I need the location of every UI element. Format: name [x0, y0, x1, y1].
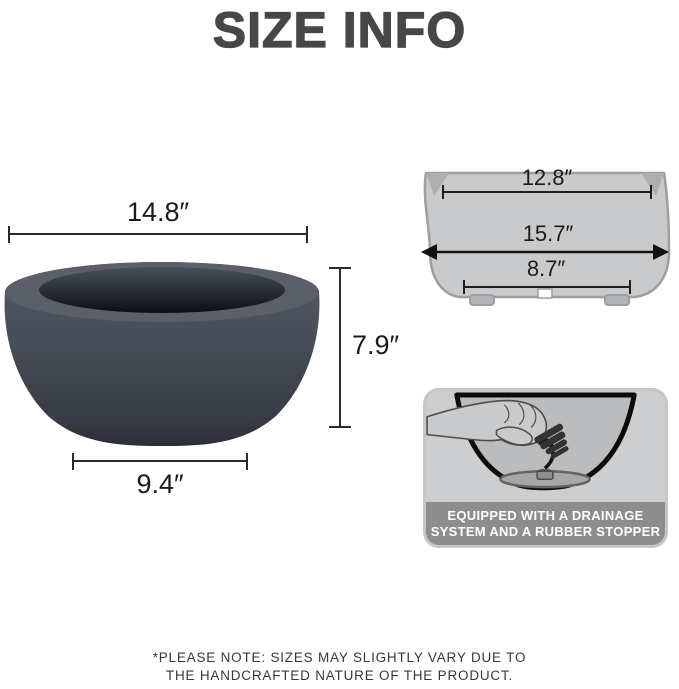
pot-height-label: 7.9″ [352, 330, 400, 360]
pot-width-label: 14.8″ [126, 197, 190, 227]
footnote-line1: *PLEASE NOTE: SIZES MAY SLIGHTLY VARY DUE TO [152, 650, 527, 665]
pot-base-dimension-line [72, 460, 248, 462]
cross-section-outer-width-label: 15.7″ [522, 221, 574, 246]
foot-left [470, 295, 494, 305]
footnote-line2: THE HANDCRAFTED NATURE OF THE PRODUCT. [165, 667, 514, 683]
hand-illustration [427, 401, 546, 446]
drainage-illustration [426, 391, 665, 502]
foot-right [605, 295, 629, 305]
pot-base-label: 9.4″ [136, 469, 184, 499]
cross-section-inner-top-label: 12.8″ [521, 165, 573, 190]
pot-height-dimension-line [339, 267, 341, 428]
drainage-caption-line2: SYSTEM AND A RUBBER STOPPER [430, 523, 661, 539]
drainage-caption-line1: EQUIPPED WITH A DRAINAGE [447, 508, 644, 523]
pot-width-dimension-line [8, 233, 308, 235]
bottom-notch [538, 289, 552, 298]
page-title: SIZE INFO [212, 2, 467, 58]
pot-opening [39, 267, 285, 313]
drainage-info-box [423, 388, 668, 548]
drainage-plug-seat [537, 471, 553, 479]
cross-section-inner-base-label: 8.7″ [526, 256, 566, 281]
drainage-caption [426, 502, 665, 545]
pot-photo [2, 252, 324, 448]
footnote [0, 649, 679, 684]
